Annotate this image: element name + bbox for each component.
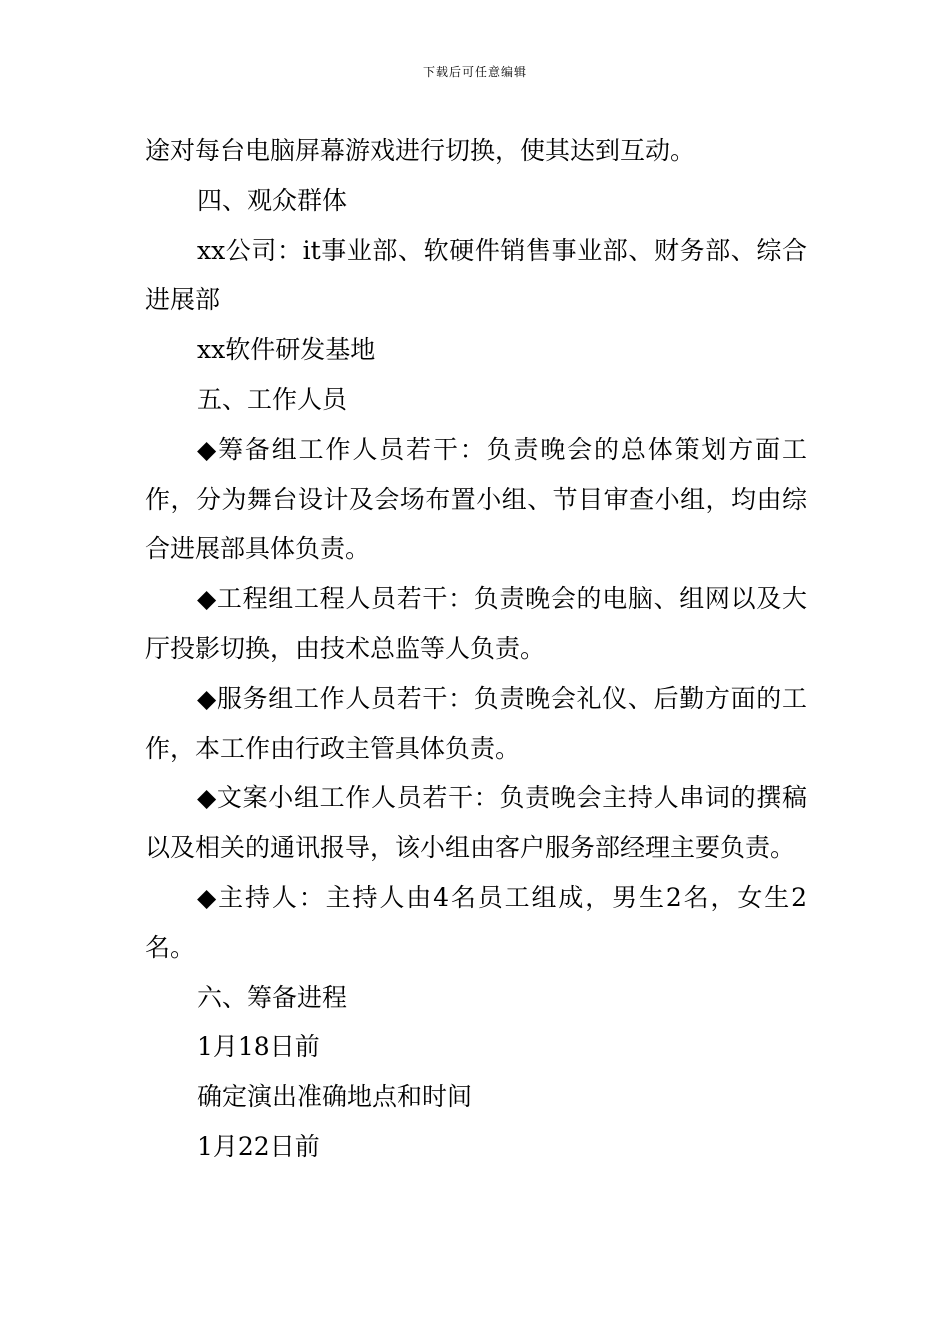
page-header-note: 下载后可任意编辑 [422, 65, 527, 79]
section-heading-staff: 五、工作人员 [197, 384, 348, 414]
paragraph-staff-engineering: ◆工程组工程人员若干：负责晚会的电脑、组网以及大厅投影切换，由技术总监等人负责。 [145, 584, 807, 663]
section-heading-schedule: 六、筹备进程 [197, 982, 348, 1012]
paragraph-audience-base: xx软件研发基地 [197, 335, 376, 365]
document-body [145, 126, 807, 1172]
paragraph-audience-company: xx公司：it事业部、软硬件销售事业部、财务部、综合进展部 [145, 235, 807, 315]
schedule-task-1: 确定演出准确地点和时间 [197, 1082, 473, 1112]
schedule-date-2: 1月22日前 [197, 1131, 320, 1161]
section-heading-audience: 四、观众群体 [197, 185, 348, 215]
paragraph-staff-copywriting: ◆文案小组工作人员若干：负责晚会主持人串词的撰稿以及相关的通讯报导，该小组由客户服务部经理主要负责。 [145, 783, 807, 863]
paragraph-staff-service: ◆服务组工作人员若干：负责晚会礼仪、后勤方面的工作，本工作由行政主管具体负责。 [145, 683, 807, 763]
paragraph-1: 途对每台电脑屏幕游戏进行切换，使其达到互动。 [145, 136, 696, 165]
paragraph-staff-preparation: ◆筹备组工作人员若干：负责晚会的总体策划方面工作，分为舞台设计及会场布置小组、节目审查小组，均由综合进展部具体负责。 [145, 434, 807, 564]
paragraph-staff-hosts: ◆主持人：主持人由4名员工组成，男生2名，女生2名。 [145, 882, 807, 962]
schedule-date-1: 1月18日前 [197, 1032, 320, 1062]
